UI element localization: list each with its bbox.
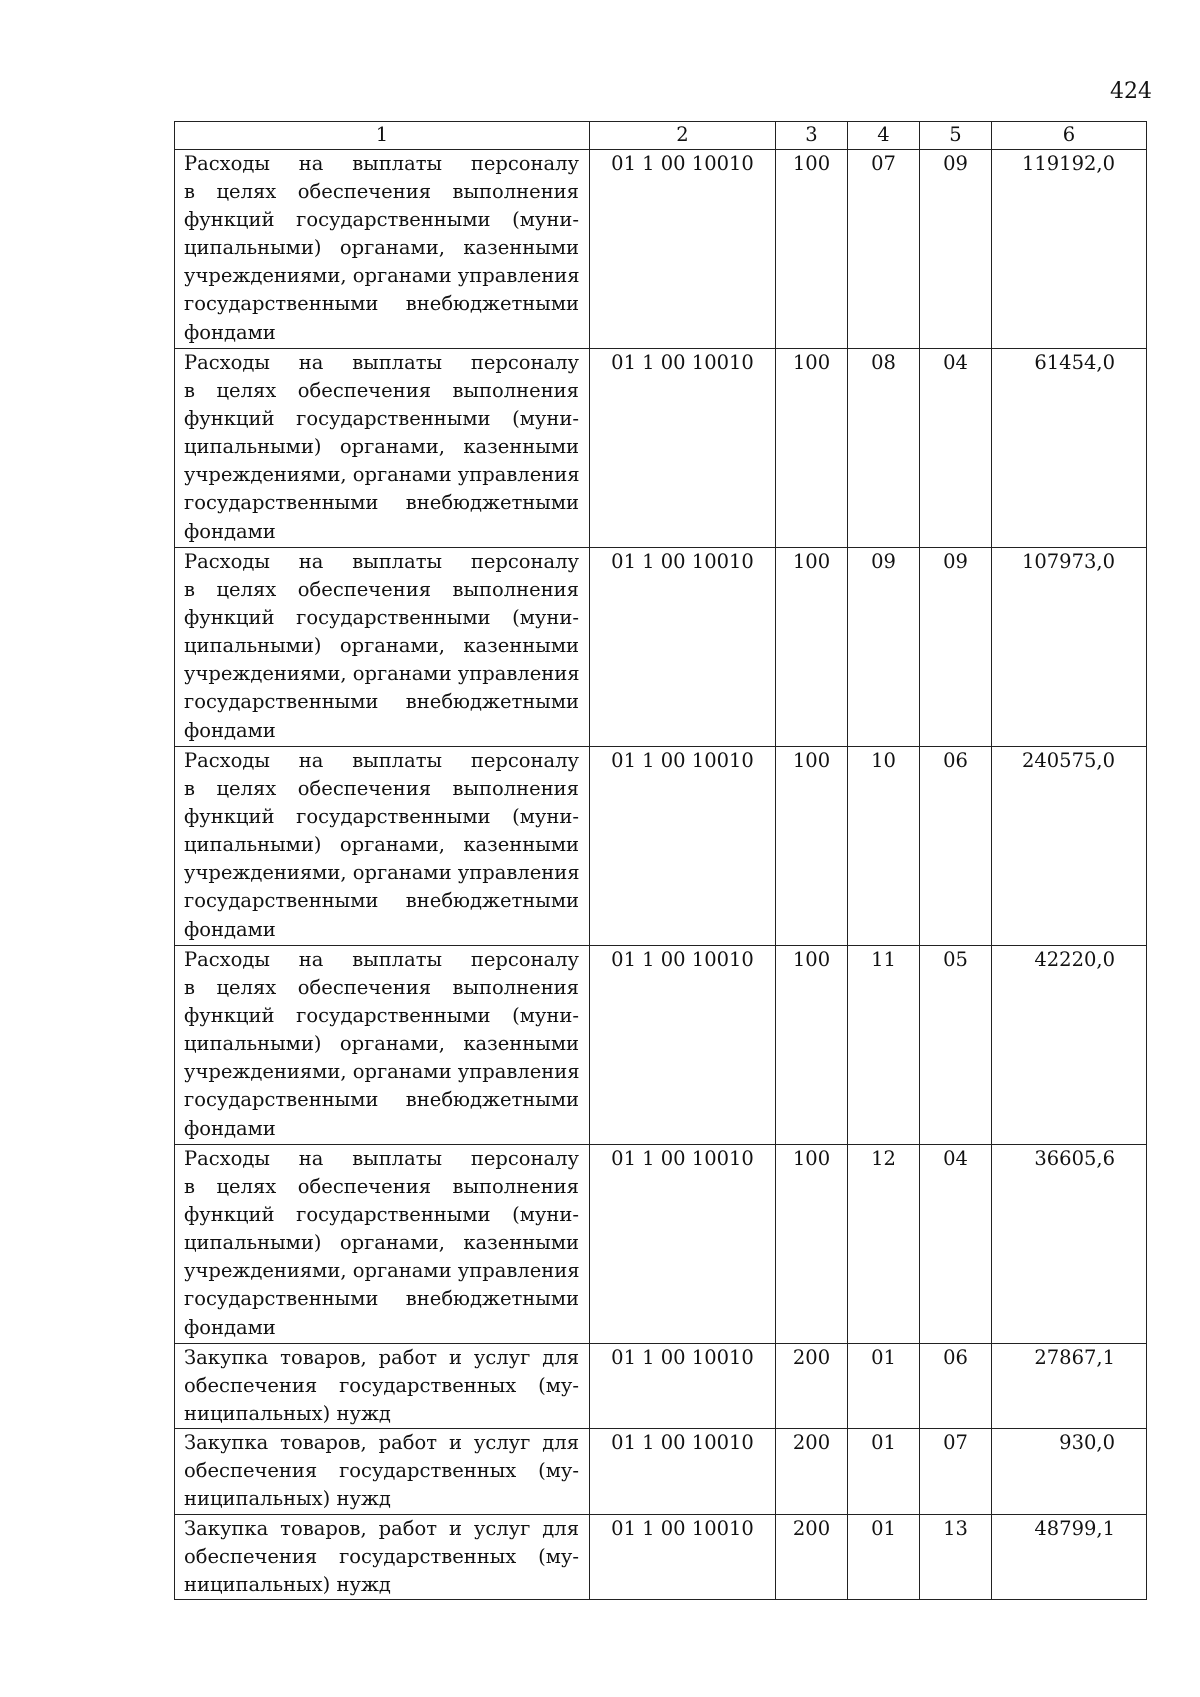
expense-description — [175, 946, 590, 1145]
expense-type-cell: 100 — [776, 349, 848, 548]
subsection-cell: 05 — [920, 946, 992, 1145]
description-line: фондами — [184, 1116, 276, 1140]
description-line: ципальными) органами, казенными — [184, 1032, 579, 1056]
target-code-cell: 01 1 00 10010 — [590, 548, 776, 747]
expense-description — [175, 1145, 590, 1344]
target-code-cell: 01 1 00 10010 — [590, 1145, 776, 1344]
target-code-cell: 01 1 00 10010 — [590, 747, 776, 946]
column-header: 2 — [590, 122, 776, 150]
section-cell: 01 — [848, 1344, 920, 1429]
target-code-cell: 01 1 00 10010 — [590, 349, 776, 548]
amount-cell: 36605,6 — [992, 1145, 1147, 1344]
section-cell: 12 — [848, 1145, 920, 1344]
expense-description — [175, 349, 590, 548]
description-line: функций государственными (муни- — [184, 606, 579, 630]
expense-description — [175, 747, 590, 946]
description-line: функций государственными (муни- — [184, 1004, 579, 1028]
section-cell: 08 — [848, 349, 920, 548]
target-code-cell: 01 1 00 10010 — [590, 1344, 776, 1429]
description-line: в целях обеспечения выполнения — [184, 976, 579, 1000]
column-header: 5 — [920, 122, 992, 150]
table-row — [175, 349, 1147, 548]
description-line: Расходы на выплаты персоналу — [184, 351, 579, 374]
section-cell: 11 — [848, 946, 920, 1145]
description-line: ниципальных) нужд — [184, 1487, 391, 1511]
expense-description — [175, 548, 590, 747]
description-line: Закупка товаров, работ и услуг для — [184, 1346, 579, 1369]
table-row — [175, 1514, 1147, 1599]
target-code-cell: 01 1 00 10010 — [590, 150, 776, 349]
description-line: фондами — [184, 519, 276, 543]
description-line: Расходы на выплаты персоналу — [184, 948, 579, 971]
target-code-cell: 01 1 00 10010 — [590, 1514, 776, 1599]
table-header-row — [175, 122, 1147, 150]
column-header: 6 — [992, 122, 1147, 150]
subsection-cell: 04 — [920, 349, 992, 548]
amount-cell: 930,0 — [992, 1429, 1147, 1514]
description-line: ципальными) органами, казенными — [184, 833, 579, 857]
table-row — [175, 1145, 1147, 1344]
description-line: фондами — [184, 320, 276, 344]
description-line: в целях обеспечения выполнения — [184, 379, 579, 403]
column-header: 1 — [175, 122, 590, 150]
description-line: Расходы на выплаты персоналу — [184, 550, 579, 573]
table-row — [175, 150, 1147, 349]
subsection-cell: 06 — [920, 1344, 992, 1429]
column-header: 4 — [848, 122, 920, 150]
expense-description — [175, 1429, 590, 1514]
description-line: функций государственными (муни- — [184, 407, 579, 431]
description-line: ниципальных) нужд — [184, 1402, 391, 1426]
expense-type-cell: 200 — [776, 1429, 848, 1514]
description-line: ципальными) органами, казенными — [184, 1231, 579, 1255]
section-cell: 01 — [848, 1514, 920, 1599]
description-line: учреждениями, органами управления — [184, 264, 580, 288]
amount-cell: 48799,1 — [992, 1514, 1147, 1599]
description-line: обеспечения государственных (му- — [184, 1544, 579, 1568]
expense-type-cell: 100 — [776, 1145, 848, 1344]
table-row — [175, 946, 1147, 1145]
amount-cell: 107973,0 — [992, 548, 1147, 747]
description-line: Расходы на выплаты персоналу — [184, 1147, 579, 1170]
expense-type-cell: 100 — [776, 747, 848, 946]
description-line: обеспечения государственных (му- — [184, 1459, 579, 1483]
table-row — [175, 747, 1147, 946]
subsection-cell: 09 — [920, 150, 992, 349]
subsection-cell: 04 — [920, 1145, 992, 1344]
amount-cell: 27867,1 — [992, 1344, 1147, 1429]
description-line: фондами — [184, 718, 276, 742]
description-line: ципальными) органами, казенными — [184, 236, 579, 260]
description-line: в целях обеспечения выполнения — [184, 180, 579, 204]
description-line: учреждениями, органами управления — [184, 1060, 580, 1084]
description-line: государственными внебюджетными — [184, 1287, 579, 1311]
description-line: государственными внебюджетными — [184, 1088, 579, 1112]
description-line: государственными внебюджетными — [184, 690, 579, 714]
description-line: Закупка товаров, работ и услуг для — [184, 1516, 579, 1540]
description-line: учреждениями, органами управления — [184, 861, 580, 885]
description-line: Расходы на выплаты персоналу — [184, 152, 579, 175]
description-line: функций государственными (муни- — [184, 208, 579, 232]
target-code-cell: 01 1 00 10010 — [590, 1429, 776, 1514]
description-line: ципальными) органами, казенными — [184, 435, 579, 459]
description-line: государственными внебюджетными — [184, 889, 579, 913]
description-line: функций государственными (муни- — [184, 1203, 579, 1227]
subsection-cell: 06 — [920, 747, 992, 946]
description-line: фондами — [184, 1315, 276, 1339]
description-line: в целях обеспечения выполнения — [184, 777, 579, 801]
description-line: учреждениями, органами управления — [184, 662, 580, 686]
expense-type-cell: 200 — [776, 1344, 848, 1429]
description-line: ципальными) органами, казенными — [184, 634, 579, 658]
table-row — [175, 1344, 1147, 1429]
amount-cell: 42220,0 — [992, 946, 1147, 1145]
table-row — [175, 1429, 1147, 1514]
page-number: 424 — [1110, 79, 1152, 104]
target-code-cell: 01 1 00 10010 — [590, 946, 776, 1145]
section-cell: 01 — [848, 1429, 920, 1514]
expense-description — [175, 1514, 590, 1599]
budget-table — [174, 121, 1147, 1600]
description-line: в целях обеспечения выполнения — [184, 1175, 579, 1199]
description-line: функций государственными (муни- — [184, 805, 579, 829]
description-line: государственными внебюджетными — [184, 491, 579, 515]
subsection-cell: 07 — [920, 1429, 992, 1514]
expense-type-cell: 100 — [776, 150, 848, 349]
description-line: в целях обеспечения выполнения — [184, 578, 579, 602]
section-cell: 07 — [848, 150, 920, 349]
description-line: государственными внебюджетными — [184, 292, 579, 316]
table-row — [175, 548, 1147, 747]
expense-description — [175, 150, 590, 349]
description-line: обеспечения государственных (му- — [184, 1374, 579, 1398]
expense-type-cell: 200 — [776, 1514, 848, 1599]
subsection-cell: 13 — [920, 1514, 992, 1599]
description-line: учреждениями, органами управления — [184, 1259, 580, 1283]
section-cell: 10 — [848, 747, 920, 946]
expense-type-cell: 100 — [776, 946, 848, 1145]
amount-cell: 240575,0 — [992, 747, 1147, 946]
description-line: Закупка товаров, работ и услуг для — [184, 1431, 579, 1455]
amount-cell: 61454,0 — [992, 349, 1147, 548]
section-cell: 09 — [848, 548, 920, 747]
expense-description — [175, 1344, 590, 1429]
description-line: фондами — [184, 917, 276, 941]
description-line: ниципальных) нужд — [184, 1572, 391, 1596]
expense-type-cell: 100 — [776, 548, 848, 747]
amount-cell: 119192,0 — [992, 150, 1147, 349]
subsection-cell: 09 — [920, 548, 992, 747]
description-line: учреждениями, органами управления — [184, 463, 580, 487]
description-line: Расходы на выплаты персоналу — [184, 749, 579, 772]
column-header: 3 — [776, 122, 848, 150]
